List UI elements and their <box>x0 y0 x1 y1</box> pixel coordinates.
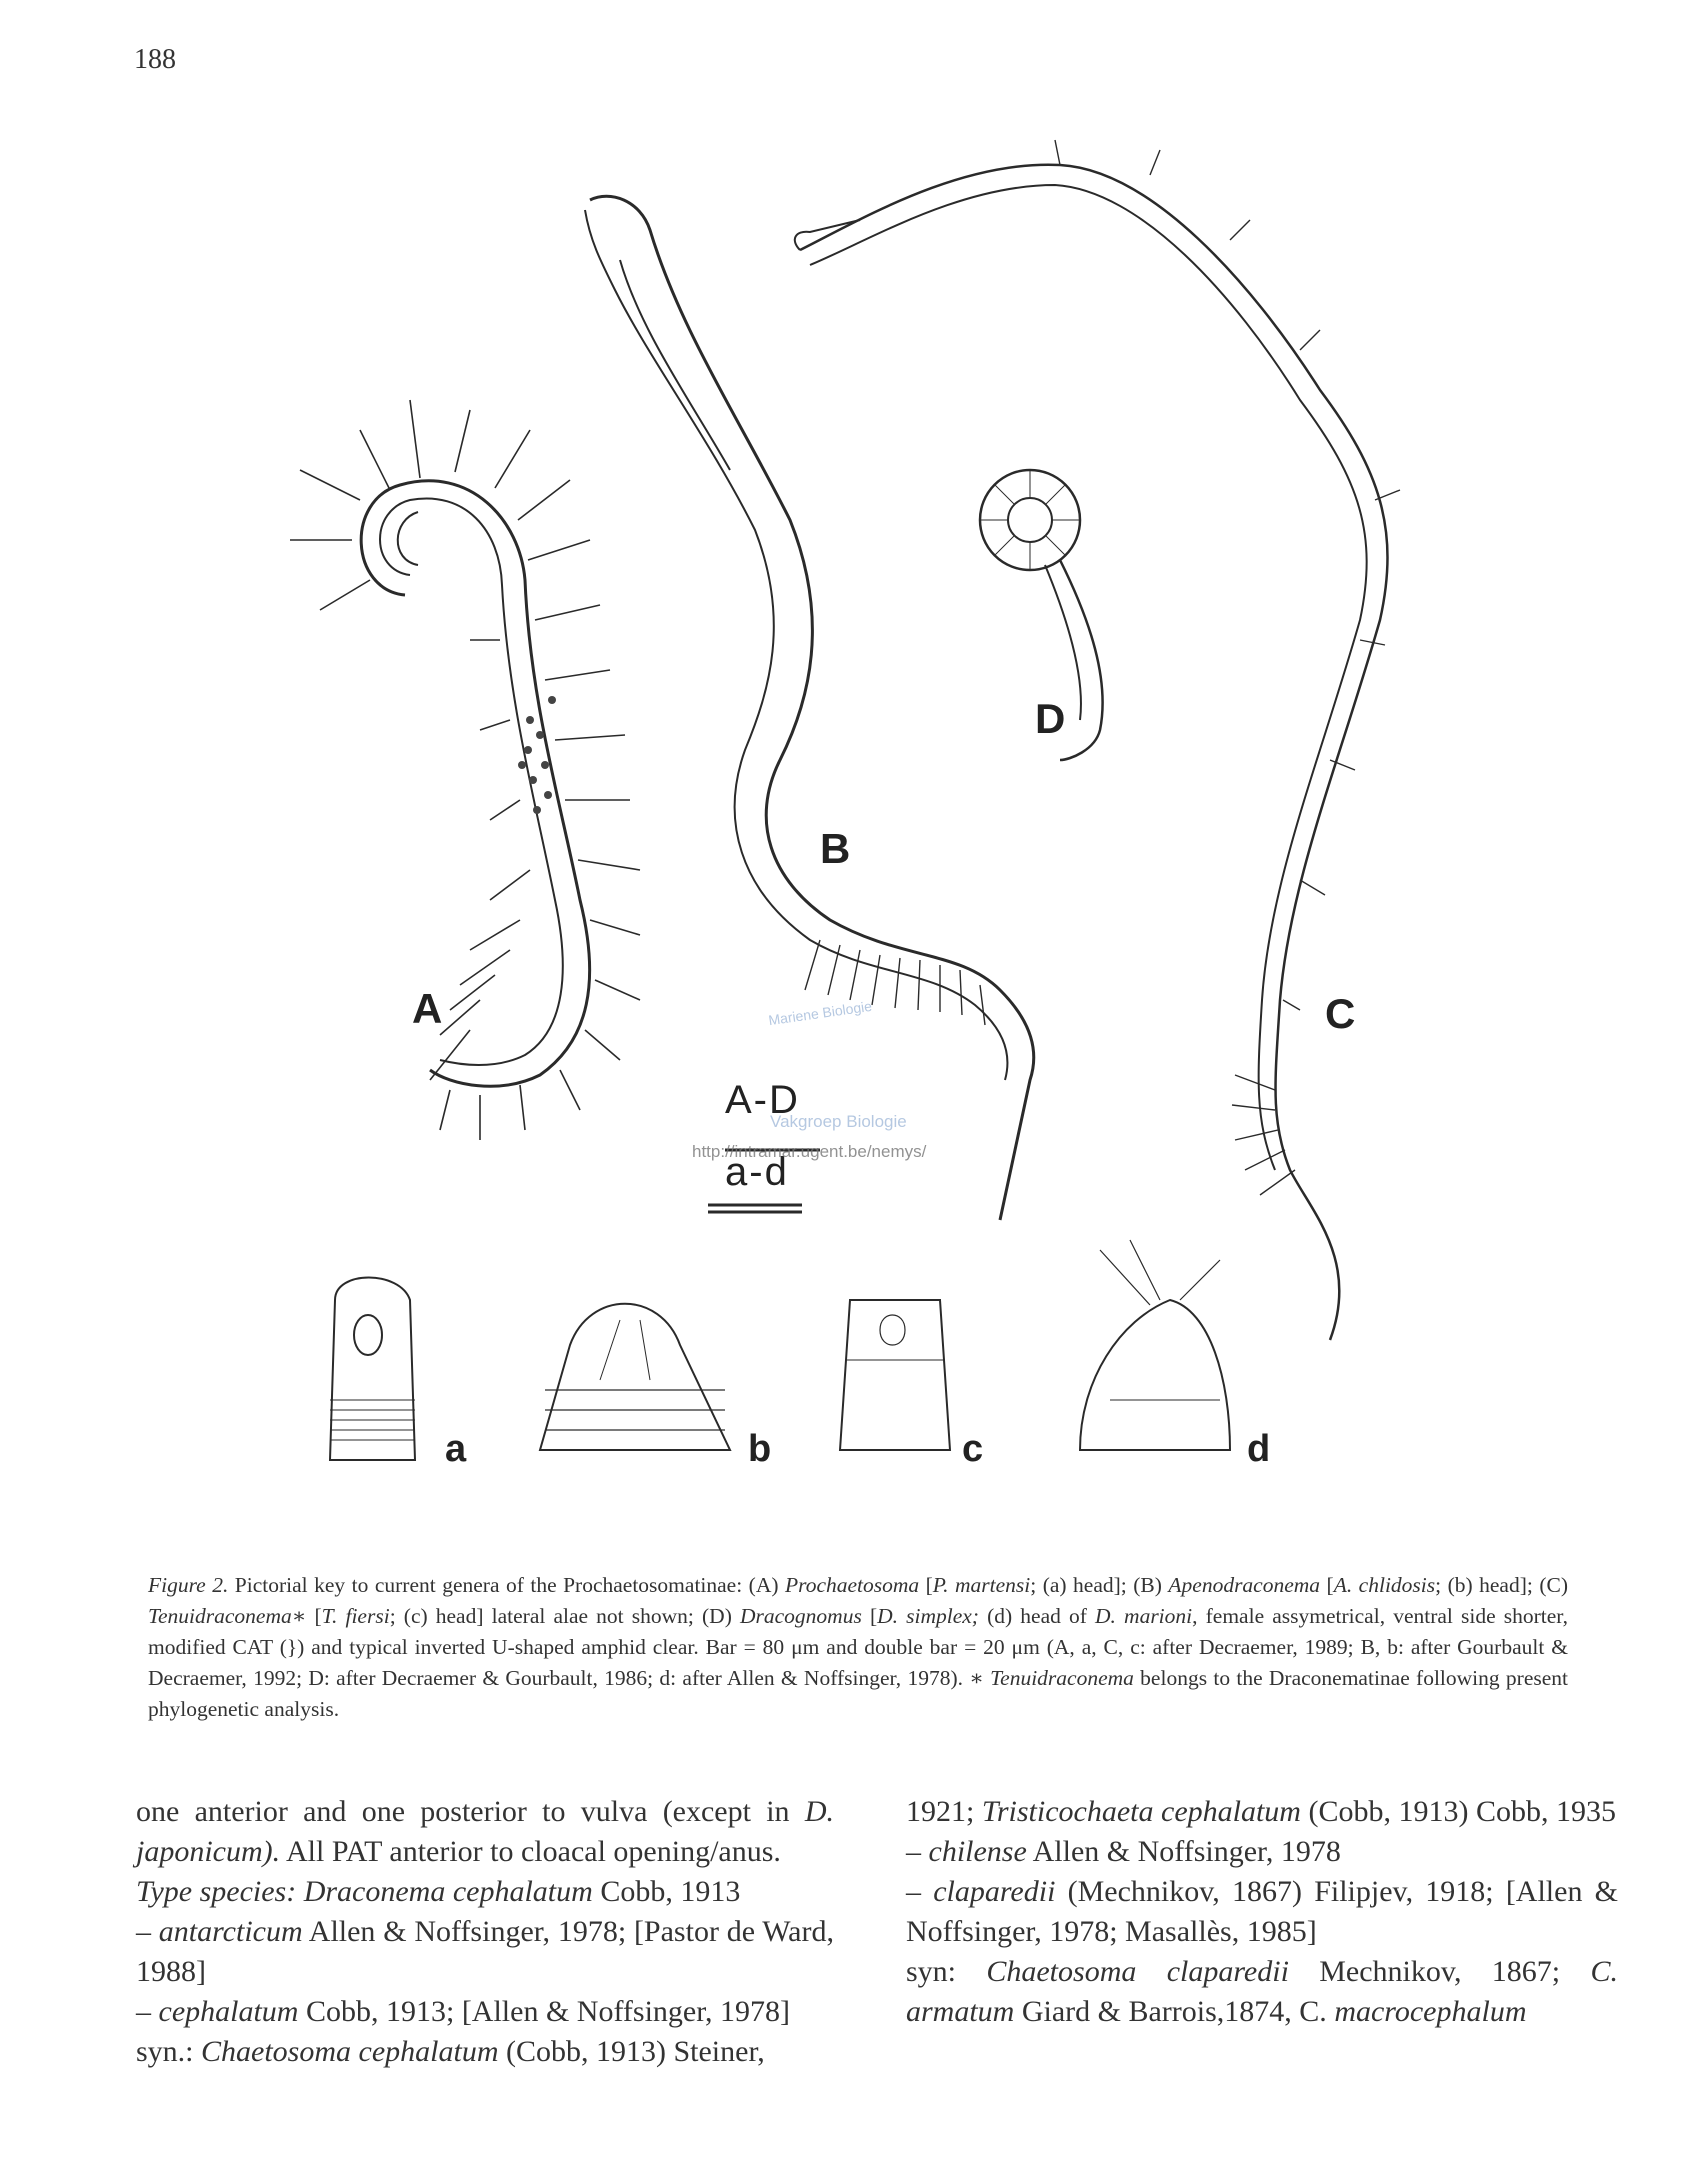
body-column-left <box>136 1792 834 2072</box>
species-name: – antarcticum <box>136 1915 303 1948</box>
caption-text: ; (b) head]; (C) <box>1435 1573 1568 1597</box>
text: Cobb, 1913 <box>592 1875 741 1908</box>
species-name: – cephalatum <box>136 1995 299 2028</box>
label-c: C <box>1325 990 1356 1037</box>
caption-species: D. marioni <box>1095 1604 1193 1628</box>
head-d-drawing <box>1080 1240 1230 1450</box>
caption-text: [ <box>1320 1573 1334 1597</box>
label-head-c: c <box>962 1428 984 1470</box>
caption-species: T. fiersi <box>321 1604 390 1628</box>
type-species-line <box>136 1872 834 1912</box>
caption-species: P. martensi <box>932 1573 1031 1597</box>
synonym-line <box>906 1952 1618 2032</box>
species-entry <box>906 1832 1618 1872</box>
caption-genus: Tenuidraconema <box>990 1666 1134 1690</box>
text: Giard & Barrois,1874, C. <box>1014 1995 1335 2028</box>
figure-caption <box>148 1570 1568 1725</box>
species-name: – claparedii <box>906 1875 1056 1908</box>
scale-bar-label-double: a-d <box>725 1150 789 1194</box>
watermark-url: http://intramar.ugent.be/nemys/ <box>692 1142 927 1161</box>
species-name: macrocephalum <box>1334 1995 1527 2028</box>
caption-species: D. simplex; <box>877 1604 979 1628</box>
species-entry <box>906 1872 1618 1952</box>
text: syn: <box>906 1955 987 1988</box>
specimen-b-drawing <box>585 196 1034 1220</box>
species-name: – chilense <box>906 1835 1027 1868</box>
caption-text: belongs to the Draconematinae following present phylogenetic analysis. <box>148 1666 1568 1721</box>
watermark-title: Mariene Biologie <box>767 997 873 1029</box>
text: one anterior and one posterior to vulva (except in <box>136 1795 805 1828</box>
paragraph <box>136 1792 834 1872</box>
text: Cobb, 1913; [Allen & Noffsinger, 1978] <box>298 1995 790 2028</box>
text: Mechnikov, 1867; <box>1288 1955 1591 1988</box>
species-name: Chaetosoma cephalatum <box>201 2035 499 2068</box>
head-c-drawing <box>840 1300 950 1450</box>
text: syn.: <box>136 2035 202 2068</box>
caption-genus: Tenuidraconema∗ <box>148 1604 307 1628</box>
caption-text: ; (c) head] lateral alae not shown; (D) <box>389 1604 740 1628</box>
body-column-right <box>906 1792 1618 2032</box>
caption-text: , female assymetrical, ventral side shorter, modified CAT (}) and typical inverted U-shaped amphid clear. Bar = 80 μm and double bar = 20 μm (A, a, C, c: after Decraemer, 1989; B, b: after Gourbault & Decraemer, 1992; D: after Decraemer & Gourbault, 1986; d: after Allen & Noffsinger, 1978). ∗ <box>148 1604 1568 1690</box>
caption-text: [ <box>306 1604 322 1628</box>
caption-species: A. chlidosis <box>1333 1573 1436 1597</box>
label-b: B <box>820 825 851 872</box>
text: All PAT anterior to cloacal opening/anus. <box>280 1835 781 1868</box>
label-d: D <box>1035 695 1066 742</box>
text: (Cobb, 1913) Cobb, 1935 <box>1300 1795 1616 1828</box>
species-entry <box>136 1912 834 1992</box>
watermark-sub: Vakgroep Biologie <box>770 1112 907 1131</box>
caption-genus: Apenodraconema <box>1168 1573 1321 1597</box>
synonym-continuation <box>906 1792 1618 1832</box>
text: 1921; <box>906 1795 982 1828</box>
caption-genus: Dracognomus <box>739 1604 862 1628</box>
species-name: D. japonicum). <box>136 1795 834 1868</box>
caption-text: (d) head of <box>978 1604 1096 1628</box>
caption-genus: Prochaetosoma <box>785 1573 920 1597</box>
head-a-drawing <box>330 1278 415 1461</box>
caption-text: Pictorial key to current genera of the Prochaetosomatinae: (A) <box>228 1573 785 1597</box>
text: Allen & Noffsinger, 1978; [Pastor de Ward, 1988] <box>136 1915 834 1988</box>
head-b-drawing <box>540 1304 730 1450</box>
specimen-a-drawing <box>290 400 640 1140</box>
label-head-d: d <box>1247 1428 1271 1470</box>
page-number: 188 <box>134 44 176 75</box>
synonym-line <box>136 2032 834 2072</box>
species-name: Chaetosoma claparedii <box>986 1955 1289 1988</box>
caption-text: [ <box>919 1573 933 1597</box>
species-name: Tristicochaeta cephalatum <box>981 1795 1301 1828</box>
label-head-b: b <box>748 1428 772 1470</box>
species-name: C. armatum <box>906 1955 1618 2028</box>
caption-text: ; (a) head]; (B) <box>1030 1573 1169 1597</box>
text: (Cobb, 1913) Steiner, <box>498 2035 765 2068</box>
label-a: A <box>412 985 443 1032</box>
text: Allen & Noffsinger, 1978 <box>1026 1835 1341 1868</box>
label-head-a: a <box>445 1428 467 1470</box>
caption-figure-label: Figure 2. <box>148 1573 229 1597</box>
species-entry <box>136 1992 834 2032</box>
caption-text: [ <box>861 1604 878 1628</box>
species-name: Type species: Draconema cephalatum <box>136 1875 593 1908</box>
text: (Mechnikov, 1867) Filipjev, 1918; [Allen & Noffsinger, 1978; Masallès, 1985] <box>906 1875 1618 1948</box>
scale-bar-label-single: A-D <box>725 1078 800 1122</box>
